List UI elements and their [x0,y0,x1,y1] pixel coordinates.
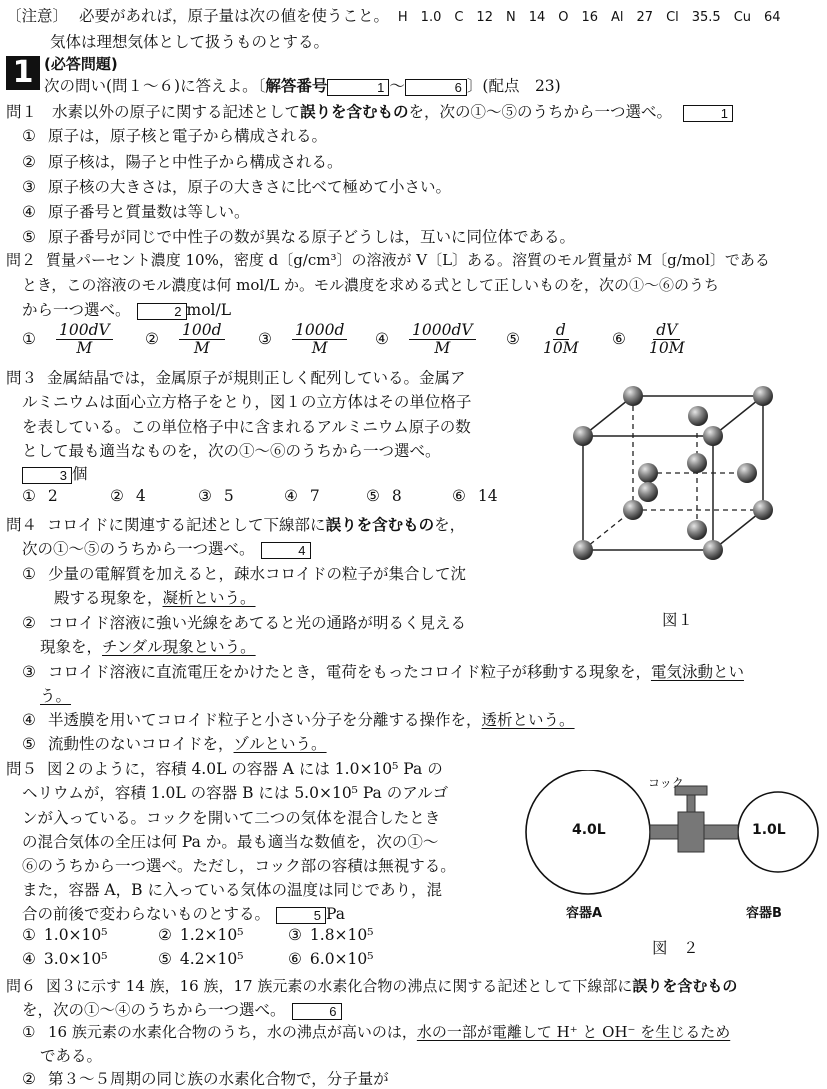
cock-valve-icon [678,812,704,852]
q2-option-4: ④ $\frac{1000dV}{M}$ [375,322,476,357]
q3-option-6: ⑥ 14 [452,487,498,505]
atom-corner [753,500,773,520]
atom-corner [623,386,643,406]
q3-line1: 問３ 金属結晶では，金属原子が規則正しく配列している。金属ア [6,369,466,387]
q2-line1: 問２ 質量パーセント濃度 10%，密度 d〔g/cm³〕の溶液が V〔L〕ある。溶質のモル質量が M〔g/mol〕である [6,251,770,269]
q3-option-5: ⑤ 8 [366,487,402,505]
q4-option-2: ② コロイド溶液に強い光線をあてると光の通路が明るく見える [22,614,467,632]
notice-label: 〔注意〕 [6,7,69,25]
atom-face-left [638,463,658,483]
q2-option-3: ③ $\frac{1000d}{M}$ [258,322,347,357]
q3-option-1: ① 2 [22,487,58,505]
notice-line1: 必要があれば，原子量は次の値を使うこと。 [78,7,389,25]
q4-option-3: ③ コロイド溶液に直流電圧をかけたとき，電荷をもったコロイド粒子が移動する現象を，電気泳動とい [22,663,744,681]
q4-option-5: ⑤ 流動性のないコロイドを，ゾルという。 [22,735,327,753]
atom-corner [573,540,593,560]
q5-line6: また，容器 A，B に入っている気体の温度は同じであり，混 [22,881,442,899]
notice-line2: 気体は理想気体として扱うものとする。 [50,33,330,51]
q1-option-5: ⑤ 原子番号が同じで中性子の数が異なる原子どうしは，互いに同位体である。 [22,228,576,246]
atom-corner [753,386,773,406]
q1-stem: 問１ 水素以外の原子に関する記述として誤りを含むものを，次の①～⑤のうちから一つ選べ。 1 [6,100,733,122]
q5-option-1: ① 1.0×10⁵ [22,926,108,944]
q5-line7: 合の前後で変わらないものとする。 5 Pa [22,905,345,923]
q4-line1: 問４ コロイドに関連する記述として下線部に誤りを含むものを， [6,516,466,534]
cock-label: コック [648,776,684,790]
container-a-label: 容器A [566,906,603,921]
atom-corner [703,426,723,446]
q4-option-4: ④ 半透膜を用いてコロイド粒子と小さい分子を分離する操作を，透析という。 [22,711,575,729]
q1-option-2: ② 原子核は，陽子と中性子から構成される。 [22,153,343,171]
q5-line1: 問５ 図２のように，容積 4.0L の容器 A には 1.0×10⁵ Pa の [6,760,443,778]
q3-option-3: ③ 5 [198,487,234,505]
q2-option-1: ① $\frac{100dV}{M}$ [22,322,113,357]
q3-answer-box: 3 [22,467,72,484]
q3-option-2: ② 4 [110,487,146,505]
gas-containers-figure [520,770,820,910]
figure2-caption: 図 ２ [652,939,699,957]
q2-option-2: ② $\frac{100d}{M}$ [145,322,225,357]
atom-face-bottom [687,520,707,540]
q2-answer-box: 2 [137,303,187,320]
q1-answer-box: 1 [683,105,733,122]
q3-line3: を表している。この単位格子中に含まれるアルミニウム原子の数 [22,418,471,436]
q3-line4: として最も適当なものを，次の①～⑥のうちから一つ選べ。 [22,442,441,460]
q1-option-3: ③ 原子核の大きさは，原子の大きさに比べて極めて小さい。 [22,178,452,196]
q3-option-4: ④ 7 [284,487,320,505]
q5-line3: ンが入っている。コックを開いて二つの気体を混合したとき [22,809,441,827]
q4-answer-box: 4 [261,542,311,559]
volume-b-label: 1.0L [752,822,786,838]
q6-option-1-cont: である。 [40,1047,103,1065]
atom-face-right [737,463,757,483]
fcc-unit-cell-figure [555,378,795,588]
q5-option-3: ③ 1.8×10⁵ [288,926,374,944]
q5-option-5: ⑤ 4.2×10⁵ [158,950,244,968]
section-number: 1 [6,56,40,90]
notice [6,4,781,26]
q6-line1: 問６ 図３に示す 14 族，16 族，17 族元素の水素化合物の沸点に関する記述として下線部に誤りを含むもの [6,977,738,995]
atom-corner [573,426,593,446]
q5-line5: ⑥のうちから一つ選べ。ただし，コック部の容積は無視する。 [22,857,456,875]
q5-option-6: ⑥ 6.0×10⁵ [288,950,374,968]
atom-corner [703,540,723,560]
q5-answer-box: 5 [276,907,326,924]
q1-option-1: ① 原子は，原子核と電子から構成される。 [22,127,328,145]
q6-option-1: ① 16 族元素の水素化合物のうち，水の沸点が高いのは，水の一部が電離して H⁺ と OH⁻ を生じるため [22,1023,731,1041]
atom-face-top [688,406,708,426]
q6-answer-box: 6 [292,1003,342,1020]
q4-line2: 次の①～⑤のうちから一つ選べ。 4 [22,537,311,559]
atom-corner [623,500,643,520]
volume-a-label: 4.0L [572,822,606,838]
q2-option-6: ⑥ $\frac{dV}{10M}$ [612,321,685,357]
q2-line3: から一つ選べ。 2 mol/L [22,301,232,319]
atomic-weights: H 1.0 C 12 N 14 O 16 Al 27 Cl 35.5 Cu 64 [397,10,781,25]
q5-option-4: ④ 3.0×10⁵ [22,950,108,968]
q1-option-4: ④ 原子番号と質量数は等しい。 [22,203,250,221]
atom-face-front [638,482,658,502]
q6-line2: を，次の①～④のうちから一つ選べ。 6 [22,998,342,1020]
q5-line4: の混合気体の全圧は何 Pa か。最も適当な数値を，次の①～ [22,833,439,851]
q5-option-2: ② 1.2×10⁵ [158,926,244,944]
q3-answer: 3 個 [22,462,88,484]
container-b-label: 容器B [746,906,782,921]
q2-line2: とき，この溶液のモル濃度は何 mol/L か。モル濃度を求める式として正しいものを，次の①～⑥のうち [22,276,720,294]
q3-line2: ルミニウムは面心立方格子をとり，図１の立方体はその単位格子 [22,393,472,411]
section-tag: (必答問題) [44,55,118,73]
atom-face-back [687,453,707,473]
q5-line2: ヘリウムが，容積 1.0L の容器 B には 5.0×10⁵ Pa のアルゴ [22,784,449,802]
figure1-caption: 図１ [662,611,694,629]
q2-option-5: ⑤ $\frac{d}{10M}$ [506,321,579,357]
q6-option-2: ② 第３～５周期の同じ族の水素化合物で，分子量が [22,1070,389,1088]
answer-box-start: 1 [327,79,389,96]
q4-option-1: ① 少量の電解質を加えると，疎水コロイドの粒子が集合して沈 [22,565,467,583]
answer-box-end: 6 [405,79,467,96]
section-intro: 次の問い(問１～６)に答えよ。〔解答番号 1 ～ 6 〕(配点 23) [44,77,561,95]
